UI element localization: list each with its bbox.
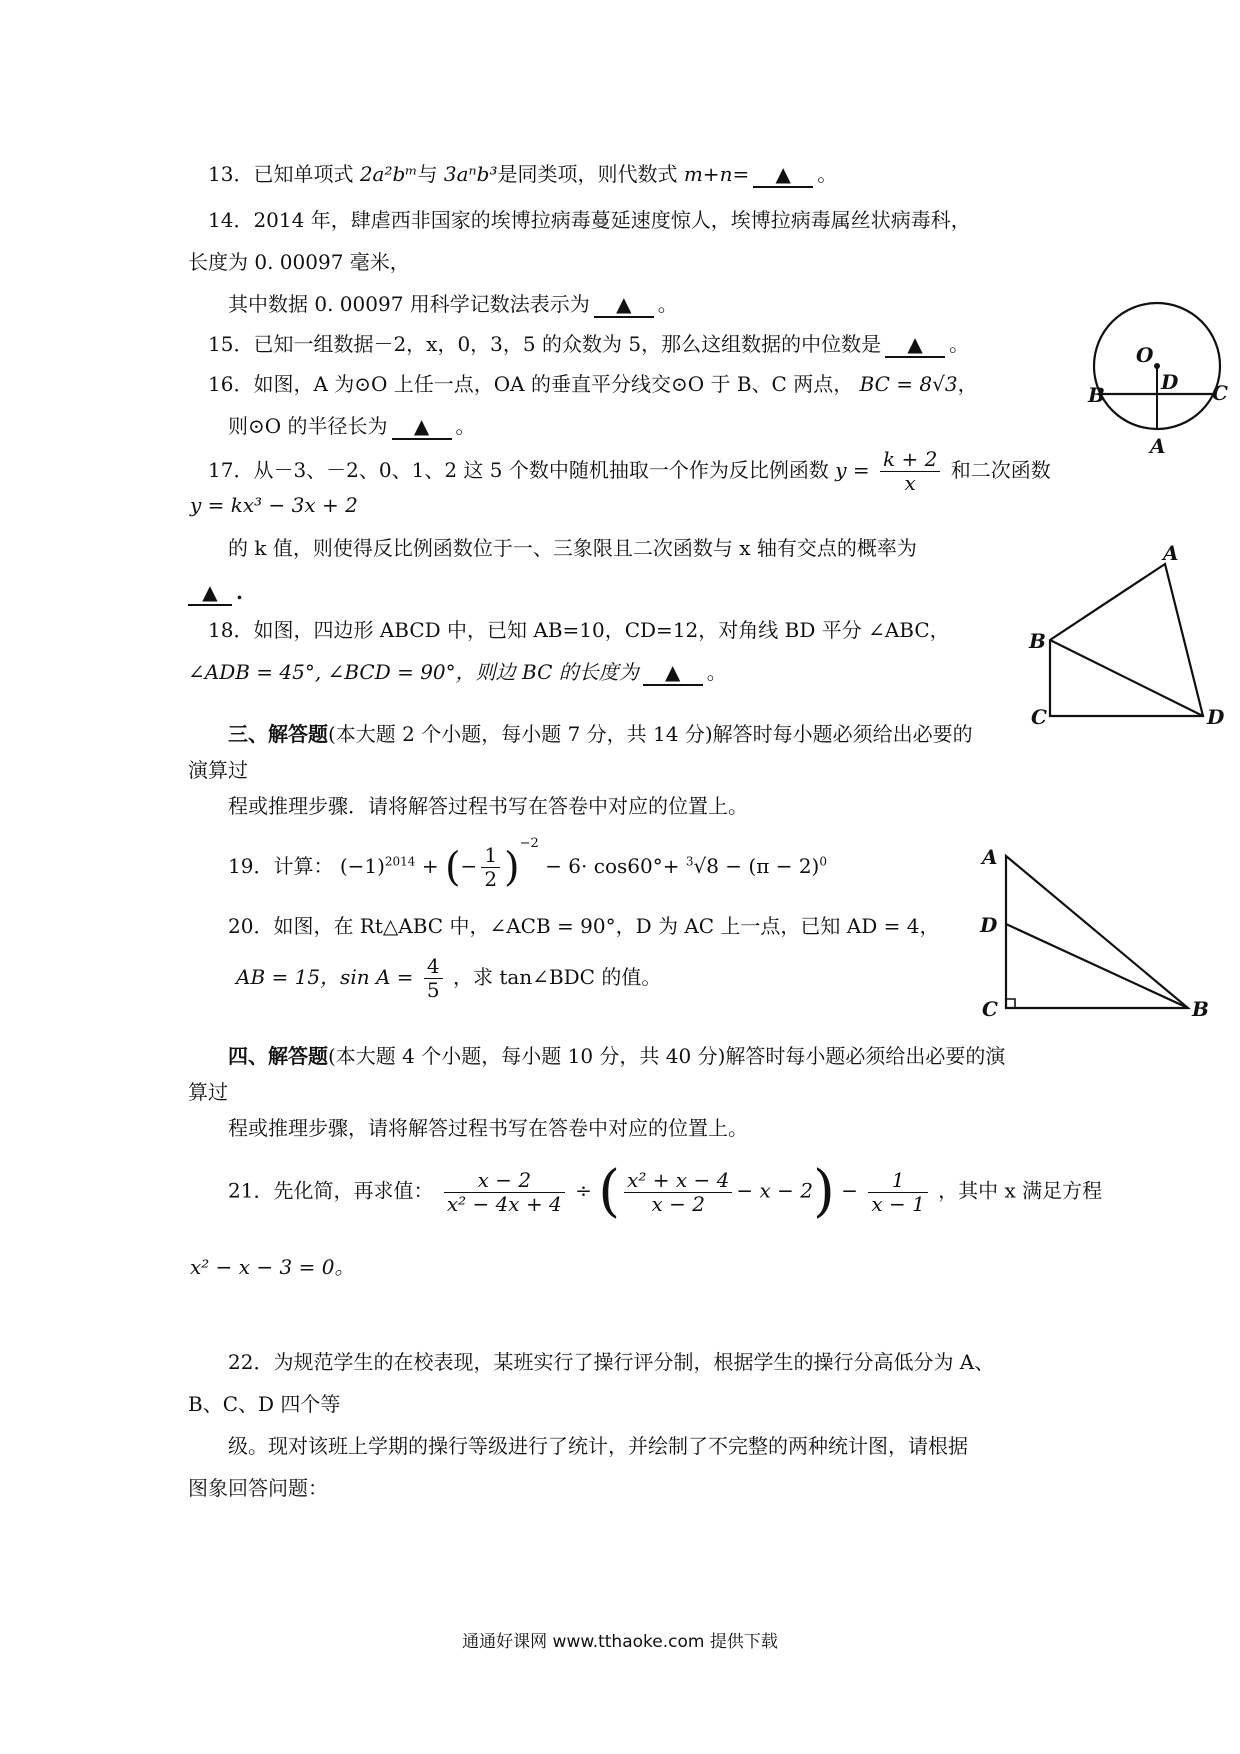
- label-b: B: [1088, 383, 1105, 407]
- fraction: $\frac{k + 2}{x}$: [880, 448, 940, 495]
- label-b: B: [1029, 629, 1046, 653]
- question-20-line1: 20．如图，在 Rt△ABC 中，∠ACB = 90°，D 为 AC 上一点，已知 AD = 4，: [228, 914, 940, 938]
- question-14-line2: 长度为 0. 00097 毫米，: [188, 250, 410, 274]
- question-17-line1: 17．从－3、－2、0、1、2 这 5 个数中随机抽取一个作为反比例函数 y = $\frac{k + 2}{x}$ 和二次函数: [208, 447, 1051, 495]
- question-18-line2: ∠ADB = 45°, ∠BCD = 90°，则边 BC 的长度为 ▲ 。: [188, 660, 727, 684]
- label-a: A: [1163, 541, 1179, 565]
- fraction-3: $\frac{1}{x - 1}$: [868, 1169, 927, 1216]
- footer-credit: 通通好课网 www.tthaoke.com 提供下载: [462, 1632, 778, 1652]
- section-3-line2: 演算过: [188, 758, 248, 782]
- question-22-line3: 级。现对该班上学期的操行等级进行了统计，并绘制了不完整的两种统计图，请根据: [228, 1434, 968, 1458]
- label-c: C: [1212, 381, 1228, 405]
- section-4-line2: 算过: [188, 1080, 228, 1104]
- question-21: 21．先化简，再求值： $\frac{x - 2}{\text{x² − 4x + 4}}$ ÷ ( $\frac{\text{x² + x − 4}}{x - 2}$ − x − 2) − $\frac{1}{x - 1}$ ，其中 x 满足方程: [228, 1159, 1103, 1224]
- fraction-2: $\frac{\text{x² + x − 4}}{x - 2}$: [624, 1169, 732, 1216]
- answer-blank: ▲: [643, 660, 703, 686]
- section-4-line3: 程或推理步骤，请将解答过程书写在答卷中对应的位置上。: [228, 1116, 748, 1140]
- question-20-line2: AB = 15，sin A = $\frac{4}{5}$ ，求 tan∠BDC 的值。: [236, 954, 662, 1002]
- diagonal-bd: [1050, 640, 1203, 716]
- label-d: D: [1161, 370, 1179, 394]
- answer-blank: ▲: [753, 162, 813, 188]
- question-17-line2: y = kx³ − 3x + 2: [190, 493, 358, 517]
- question-22-line4: 图象回答问题：: [188, 1476, 328, 1500]
- question-14-line1: 14．2014 年，肆虐西非国家的埃博拉病毒蔓延速度惊人，埃博拉病毒属丝状病毒科，: [208, 208, 971, 232]
- label-o: O: [1136, 343, 1154, 367]
- segment-bd: [1006, 924, 1188, 1008]
- label-a: A: [982, 845, 998, 869]
- answer-blank: ▲: [188, 580, 232, 606]
- question-16-line1: 16．如图，A 为⊙O 上任一点，OA 的垂直平分线交⊙O 于 B、C 两点， BC = 8√3，: [208, 372, 978, 396]
- question-21-line2: x² − x − 3 = 0。: [190, 1255, 355, 1279]
- question-22-line2: B、C、D 四个等: [188, 1392, 341, 1416]
- section-3-heading: 三、解答题(本大题 2 个小题，每小题 7 分，共 14 分)解答时每小题必须给出必要的: [228, 722, 973, 746]
- circle-figure: [1080, 300, 1230, 460]
- fraction: $\frac{4}{5}$: [424, 955, 443, 1002]
- triangle-abc: [1006, 856, 1188, 1008]
- right-triangle-figure: [978, 842, 1218, 1022]
- question-18-line1: 18．如图，四边形 ABCD 中，已知 AB=10，CD=12，对角线 BD 平分 ∠ABC，: [208, 618, 950, 642]
- right-angle-mark: [1006, 999, 1015, 1008]
- answer-blank: ▲: [392, 414, 452, 440]
- center-point: [1154, 363, 1160, 369]
- quad-abcd: [1050, 564, 1203, 716]
- question-17-line3: 的 k 值，则使得反比例函数位于一、三象限且二次函数与 x 轴有交点的概率为: [228, 536, 917, 560]
- section-4-heading: 四、解答题(本大题 4 个小题，每小题 10 分，共 40 分)解答时每小题必须给出必要的演: [228, 1044, 1006, 1068]
- quadrilateral-figure: [1025, 541, 1235, 729]
- label-d: D: [980, 913, 998, 937]
- question-14-line3: 其中数据 0. 00097 用科学记数法表示为 ▲ 。: [228, 292, 678, 316]
- question-22-line1: 22．为规范学生的在校表现，某班实行了操行评分制，根据学生的操行分高低分为 A、: [228, 1350, 995, 1374]
- question-15: 15．已知一组数据－2，x，0，3，5 的众数为 5，那么这组数据的中位数是 ▲ 。: [208, 332, 970, 356]
- answer-blank: ▲: [594, 292, 654, 318]
- question-17-line4: ▲ .: [188, 580, 243, 606]
- answer-blank: ▲: [885, 332, 945, 358]
- label-a: A: [1150, 434, 1166, 458]
- fraction-1: $\frac{x - 2}{\text{x² − 4x + 4}}$: [444, 1169, 565, 1216]
- label-b: B: [1192, 997, 1209, 1021]
- section-3-line3: 程或推理步骤．请将解答过程书写在答卷中对应的位置上。: [228, 794, 748, 818]
- label-c: C: [982, 997, 998, 1021]
- label-d: D: [1207, 705, 1225, 729]
- question-19: 19．计算： $(-1)^{2014}$ + (− $\frac{1}{2}$ )$^{-2} - 6\cdot \cos 60^\circ+ ^3√8 - (\pi - 2)^0$: [228, 836, 827, 891]
- label-c: C: [1031, 705, 1047, 729]
- question-13: 13．已知单项式 2a²bᵐ与 3aⁿb³是同类项，则代数式 m+n= ▲ 。: [208, 162, 838, 186]
- fraction-half: $\frac{1}{2}$: [481, 844, 500, 891]
- question-16-line2: 则⊙O 的半径长为 ▲ 。: [228, 414, 476, 438]
